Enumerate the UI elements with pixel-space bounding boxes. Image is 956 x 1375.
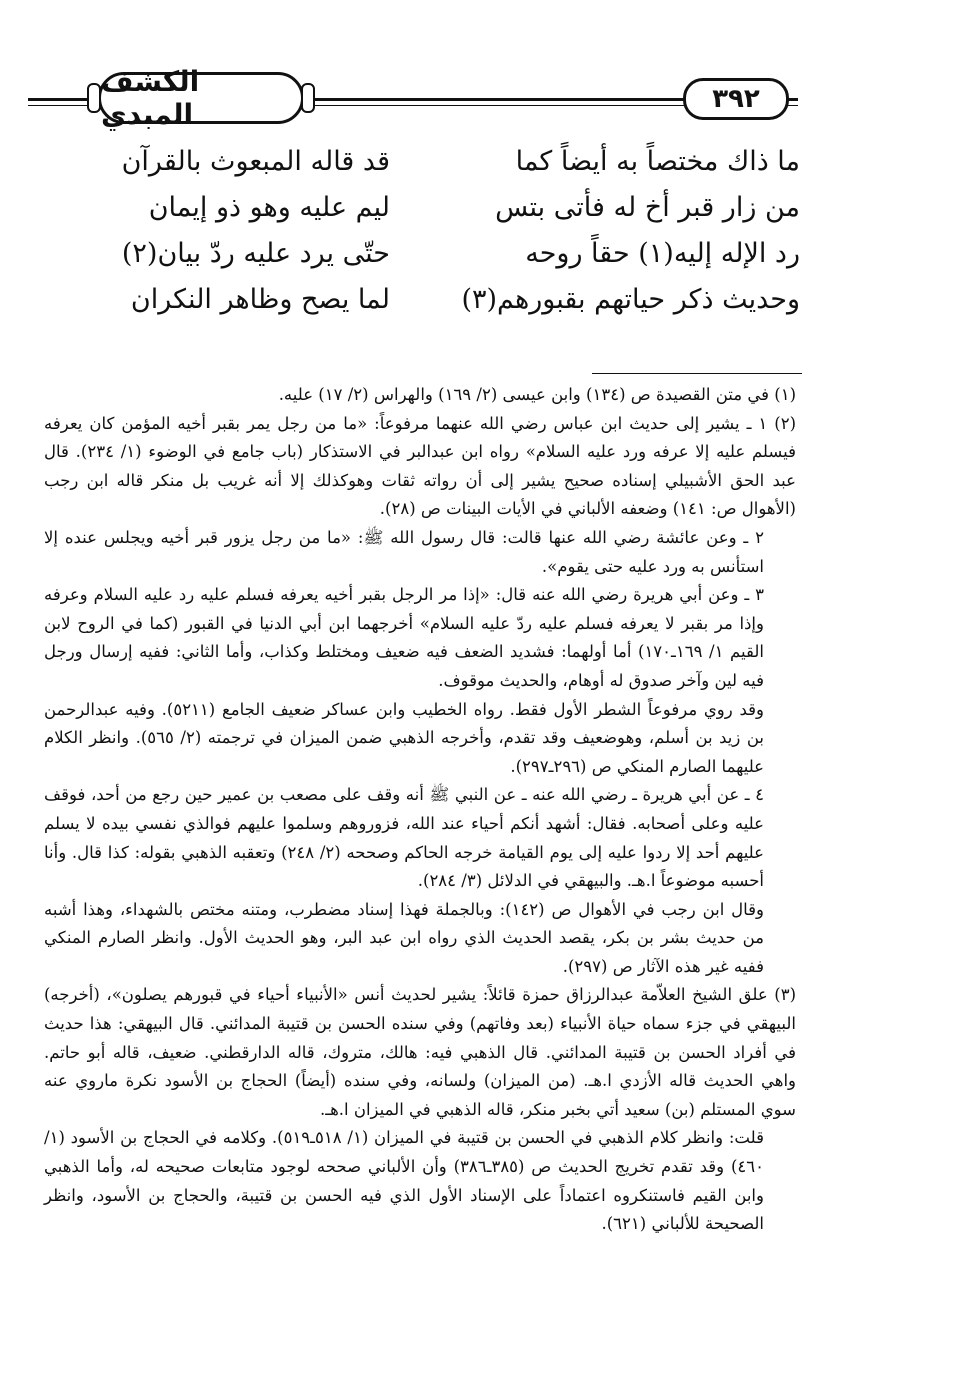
verse-4-second-hemistich: لما يصح وظاهر النكران [130,284,390,315]
book-title-cartouche [98,65,304,131]
verse-2-second-hemistich: ليم عليه وهو ذو إيمان [148,192,390,223]
verse-3-first-hemistich: رد الإله إليه(١) حقاً روحه [525,238,800,269]
footnote-2-para-2: ٢ ـ وعن عائشة رضي الله عنها قالت: قال رسول الله ﷺ: «ما من رجل يزور قبر أخيه ويجلس عنده إلا استأنس به ورد عليه حتى يقوم». [44,527,764,576]
poem [40,140,800,340]
verse-1-second-hemistich: قد قاله المبعوث بالقرآن [121,146,390,177]
page-number-cartouche [683,78,789,120]
verse-3-second-hemistich: حتّى يرد عليه ردّ بيان(٢) [121,238,390,269]
footnote-3-para-1: (٣) علق الشيخ العلاّمة عبدالرزاق حمزة قائلاً: يشير لحديث أنس «الأنبياء أحياء في قبورهم يصلون»، (أخرجه) البيهقي في جزء سماه حياة الأنبياء (بعد وفاتهم) وفي سنده الحسن بن قتيبة المدائني. قال البيهقي: هذا حديث في أفراد الحسن بن قتيبة المدائني. قال الذهبي فيه: هالك، متروك، قاله الدارقطني. ضعيف، قاله أبو حاتم. واهي الحديث قاله الأزدي ا.هـ. (من الميزان) ولسانه، وفي سنده (أيضاً) الحجاج بن الأسود نكرة ماروي عنه سوي المستلم (بن) سعيد أتي بخبر منكر، قاله الذهبي في الميزان ا.هـ. [44,985,796,1119]
footnote-2-para-1: (٢) ١ ـ يشير إلى حديث ابن عباس رضي الله عنهما مرفوعاً: «ما من رجل يمر بقبر أخيه المؤمن كان يعرفه فيسلم عليه إلا عرفه ورد عليه السلام» رواه ابن عبدالبر في الاستذكار (باب جامع في الوضوء (١/ ٢٣٤). قال عبد الحق الأشبيلي إسناده صحيح يشير إلى أن رواته ثقات وهوكذلك إلا أنه غريب بل منكر قاله ابن رجب (الأهوال ص: ١٤١) وضعفه الألباني في الأيات البينات ص (٢٨). [44,413,796,519]
footnote-separator [592,373,802,374]
book-title: الكشف المبدي [101,65,200,131]
footnote-2-para-6: وقال ابن رجب في الأهوال ص (١٤٢): وبالجملة فهذا إسناد مضطرب، ومتنه مختص بالشهداء، وهذا أشبه من حديث بشر بن بكر، يقصد الحديث الذي رواه ابن عبد البر، وهو الحديث الأول. وانظر الصارم المنكي ففيه غير هذه الآثار ص (٢٩٧). [44,899,765,976]
page-number: ٣٩٢ [712,84,760,114]
footnote-2-para-5: ٤ ـ عن أبي هريرة ـ رضي الله عنه ـ عن النبي ﷺ أنه وقف على مصعب بن عمير حين رجع من أحد، فوقف عليه وعلى أصحابه. فقال: أشهد أنكم أحياء عند الله، فزوروهم وسلموا عليهم فوالذي نفسي بيده لا يسلم عليهم أحد إلا ردوا عليه إلى يوم القيامة خرجه الحاكم وصححه (٢/ ٢٤٨) وتعقبه الذهبي بقوله: كذا قال. وأنا أحسبه موضوعاً ا.هـ. والبيهقي في الدلائل (٣/ ٢٨٤). [44,785,764,891]
verse-4-first-hemistich: وحديث ذكر حياتهم بقبورهم(٣) [461,284,800,315]
footnote-2-para-3: ٣ ـ وعن أبي هريرة رضي الله عنه قال: «إذا مر الرجل بقبر أخيه يعرفه فسلم عليه رد عليه السلام وعرفه وإذا مر بقبر لا يعرفه فسلم عليه ردّ عليه السلام» أخرجهما ابن أبي الدنيا في القبور (كما في الروح لابن القيم ١/ ١٦٩ـ١٧٠) أما أولهما: فشديد الضعف فيه ضعيف ومختلط وكذاب، وأما الثاني: ففيه إرسال ورجل فيه لين وآخر صدوق له أوهام، والحديث موقوف. [44,585,764,690]
footnote-1: (١) في متن القصيدة ص (١٣٤) وابن عيسى (٢/ ١٦٩) والهراس (٢/ ١٧) عليه. [278,385,796,404]
verse-2-first-hemistich: من زار قبر أخ له فأتى بتس [495,192,800,223]
footnote-3-para-2: قلت: وانظر كلام الذهبي في الحسن بن قتيبة في الميزان (١/ ٥١٨ـ٥١٩). وكلامه في الحجاج بن الأسود (١/ ٤٦٠) وقد تقدم تخريج الحديث ص (٣٨٥ـ٣٨٦) وأن الألباني صححه لوجود متابعات صحيحه له، وأما الذهبي وابن القيم فاستنكروه اعتماداً على الإسناد الأول الذي فيه الحسن بن قتيبة، والحجاج بن الأسود، وانظر الصحيحة للألباني (٦٢١). [44,1128,764,1234]
page-header [28,65,798,132]
verse-1-first-hemistich: ما ذاك مختصاً به أيضاً كما [515,146,800,177]
footnote-2-para-4: وقد روي مرفوعاً الشطر الأول فقط. رواه الخطيب وابن عساكر ضعيف الجامع (٥٢١١). وفيه عبدالرحمن بن زيد بن أسلم، وهوضعيف وقد تقدم، وأخرجه الذهبي ضمن الميزان في ترجمته (٢/ ٥٦٥). وانظر الكلام عليهما الصارم المنكي ص (٢٩٦ـ٢٩٧). [44,699,764,776]
footnotes [44,381,796,1361]
